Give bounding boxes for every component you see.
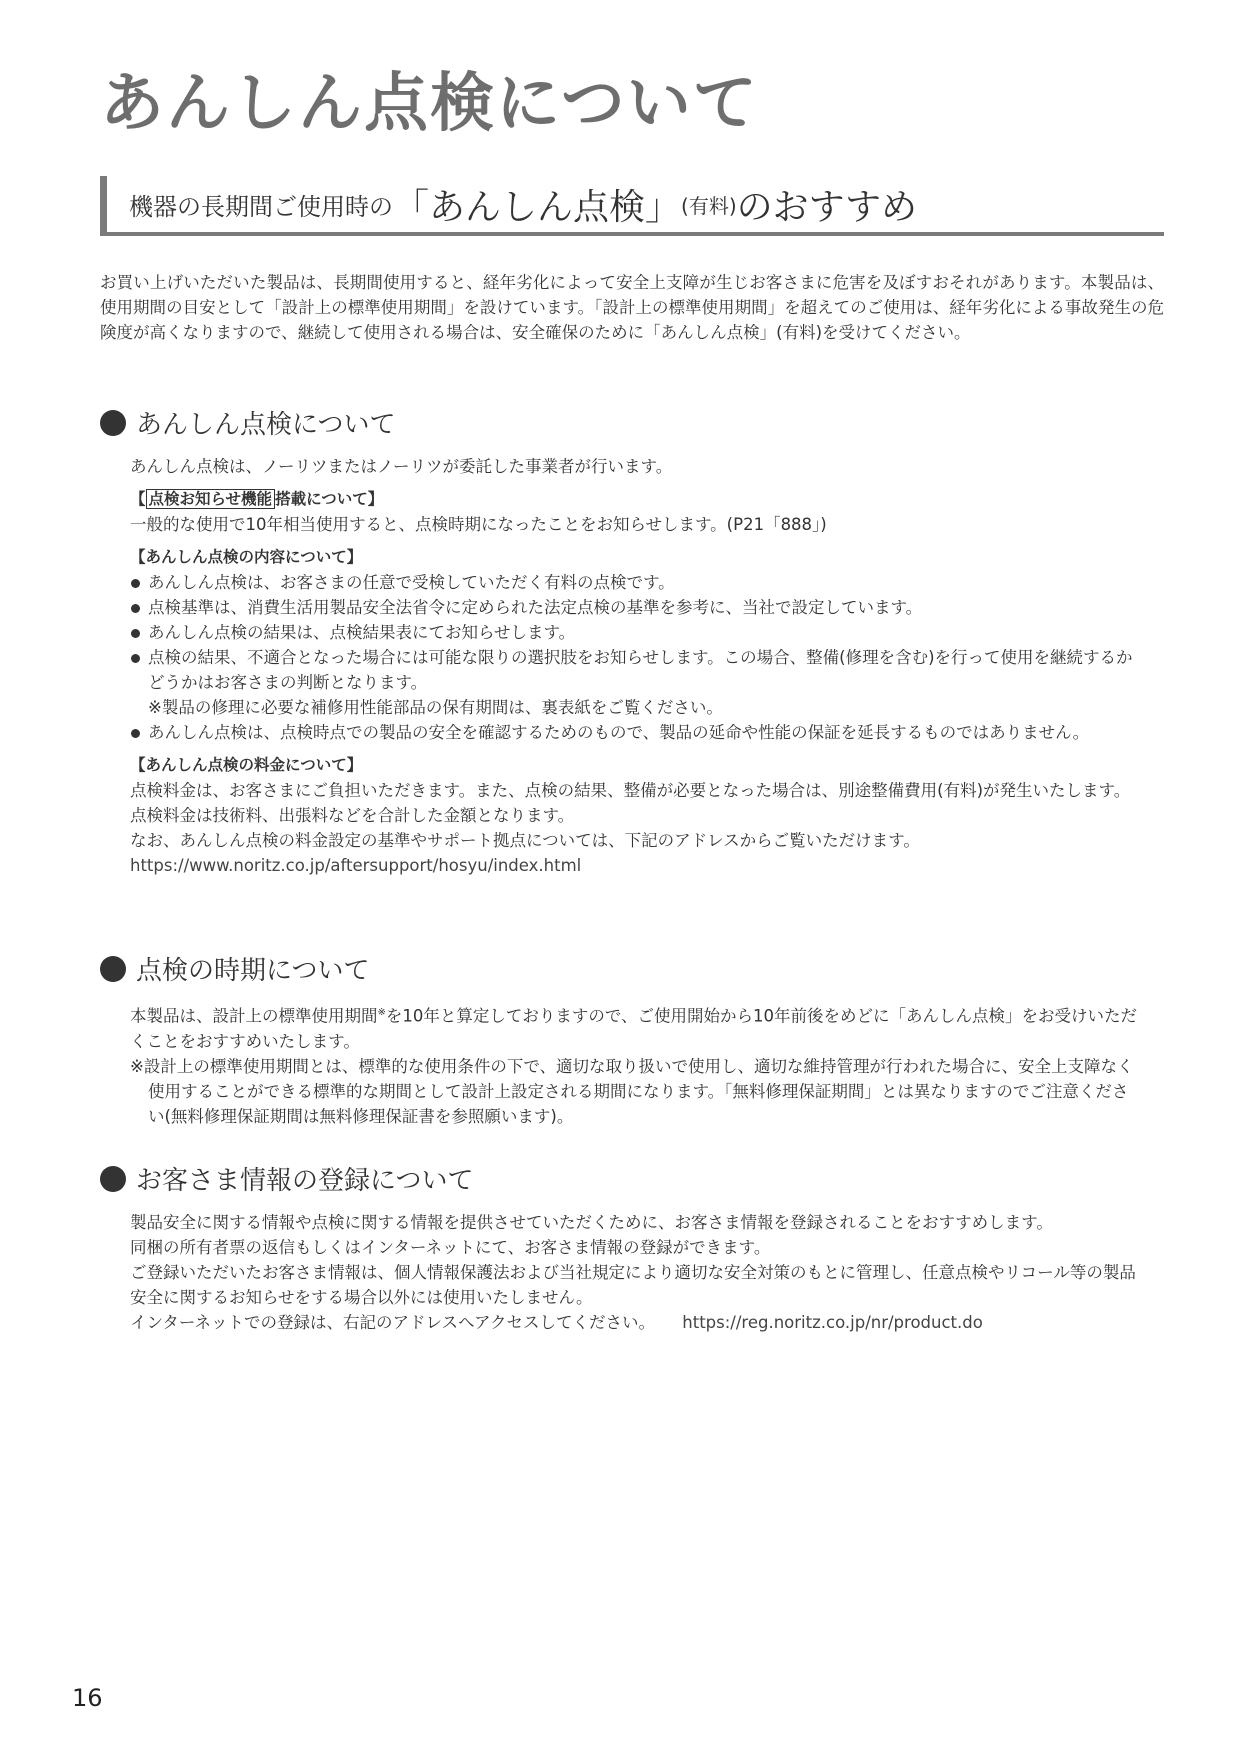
bullet-dot-icon: [131, 629, 140, 638]
list-item-text: あんしん点検は、点検時点での製品の安全を確認するためのもので、製品の延命や性能の保証を延長するものではありません。: [148, 723, 1090, 742]
registration-line: 同梱の所有者票の返信もしくはインターネットにて、お客さま情報の登録ができます。: [130, 1238, 771, 1257]
section-heading-text: 点検の時期について: [136, 956, 370, 986]
bullet-dot-icon: [131, 604, 140, 613]
section-body-anshin: [130, 454, 1140, 878]
content-list: [130, 570, 1140, 745]
list-note: [130, 695, 1140, 720]
bullet-circle-icon: [100, 956, 126, 982]
section-heading-text: お客さま情報の登録について: [136, 1166, 474, 1196]
registration-line: 製品安全に関する情報や点検に関する情報を提供させていただくために、お客さま情報を登録されることをおすすめします。: [130, 1213, 1053, 1232]
registration-last-text: インターネットでの登録は、右記のアドレスへアクセスしてください。: [130, 1313, 656, 1332]
notice-subheading: [130, 487, 1140, 512]
timing-text-a: 本製品は、設計上の標準使用期間: [130, 1006, 378, 1026]
page-number: 16: [72, 1684, 103, 1712]
intro-paragraph: お買い上げいただいた製品は、長期間使用すると、経年劣化によって安全上支障が生じお客さまに危害を及ぼすおそれがあります。本製品は、使用期間の目安として「設計上の標準使用期間」を設けています。「設計上の標準使用期間」を超えてのご使用は、経年劣化による事故発生の危険度が高くなりますので、継続して使用される場合は、安全確保のために「あんしん点検」(有料)を受けてください。: [100, 273, 1164, 342]
section-heading-registration: [100, 1160, 473, 1197]
section-banner: [100, 176, 1164, 236]
fee-text-2: なお、あんしん点検の料金設定の基準やサポート拠点については、下記のアドレスからご覧いただけます。: [130, 831, 920, 850]
section-heading-timing: [100, 950, 369, 987]
list-item-text: あんしん点検の結果は、点検結果表にてお知らせします。: [148, 623, 576, 642]
banner-text-4: のおすすめ: [736, 186, 917, 228]
notice-head-rest: 搭載について】: [275, 490, 384, 508]
fee-url-link[interactable]: https://www.noritz.co.jp/aftersupport/hosyu/index.html: [130, 856, 582, 875]
section-body-registration: [130, 1210, 1140, 1335]
bullet-circle-icon: [100, 1166, 126, 1192]
fee-text: 点検料金は、お客さまにご負担いただきます。また、点検の結果、整備が必要となった場合は、別途整備費用(有料)が発生いたします。点検料金は技術料、出張料などを合計した金額となります。: [130, 781, 1131, 825]
list-item-text: 点検基準は、消費生活用製品安全法省令に定められた法定点検の基準を参考に、当社で設定しています。: [148, 598, 923, 617]
section-heading-anshin: [100, 404, 395, 441]
list-item-text: 点検の結果、不適合となった場合には可能な限りの選択肢をお知らせします。この場合、整備(修理を含む)を行って使用を継続するかどうかはお客さまの判断となります。: [148, 648, 1133, 692]
list-item: [130, 570, 1140, 595]
bullet-circle-icon: [100, 410, 126, 436]
banner-text-1: 機器の長期間ご使用時の: [129, 192, 393, 221]
timing-text: [130, 1000, 1140, 1054]
fee-subheading: 【あんしん点検の料金について】: [130, 756, 363, 774]
notice-head-open: 【: [130, 490, 146, 508]
notice-text: 一般的な使用で10年相当使用すると、点検時期になったことをお知らせします。(P21「888」): [130, 515, 827, 534]
timing-text-b: を10年と算定しておりますので、ご使用開始から10年前後をめどに「あんしん点検」をお受けいただくことをおすすめいたします。: [130, 1006, 1138, 1051]
content-subheading: 【あんしん点検の内容について】: [130, 548, 363, 566]
bullet-dot-icon: [131, 654, 140, 663]
footnote-mark: ※: [377, 1007, 386, 1018]
list-item-text: あんしん点検は、お客さまの任意で受検していただく有料の点検です。: [148, 573, 675, 592]
banner-text-2: 「あんしん点検」: [393, 186, 682, 228]
list-item: [130, 645, 1140, 695]
notice-feature-box: 点検お知らせ機能: [146, 489, 276, 509]
page-title: あんしん点検について: [100, 67, 759, 141]
registration-last-line: [130, 1310, 1140, 1335]
list-item: [130, 595, 1140, 620]
bullet-dot-icon: [131, 729, 140, 738]
bullet-dot-icon: [131, 579, 140, 588]
section-body-timing: [130, 1000, 1140, 1129]
section-lead: あんしん点検は、ノーリツまたはノーリツが委託した事業者が行います。: [130, 457, 673, 476]
section-heading-text: あんしん点検について: [136, 410, 396, 440]
registration-url-link[interactable]: https://reg.noritz.co.jp/nr/product.do: [682, 1313, 983, 1332]
list-item: [130, 620, 1140, 645]
timing-note: ※設計上の標準使用期間とは、標準的な使用条件の下で、適切な取り扱いで使用し、適切な維持管理が行われた場合に、安全上支障なく使用することができる標準的な期間として設計上設定される期間になります。「無料修理保証期間」とは異なりますのでご注意ください(無料修理保証期間は無料修理保証書を参照願います)。: [130, 1056, 1134, 1126]
banner-text-3: (有料): [681, 193, 737, 218]
list-item: [130, 720, 1140, 745]
registration-line: ご登録いただいたお客さま情報は、個人情報保護法および当社規定により適切な安全対策のもとに管理し、任意点検やリコール等の製品安全に関するお知らせをする場合以外には使用いたしません。: [130, 1263, 1136, 1307]
list-note-text: ※製品の修理に必要な補修用性能部品の保有期間は、裏表紙をご覧ください。: [148, 698, 723, 717]
